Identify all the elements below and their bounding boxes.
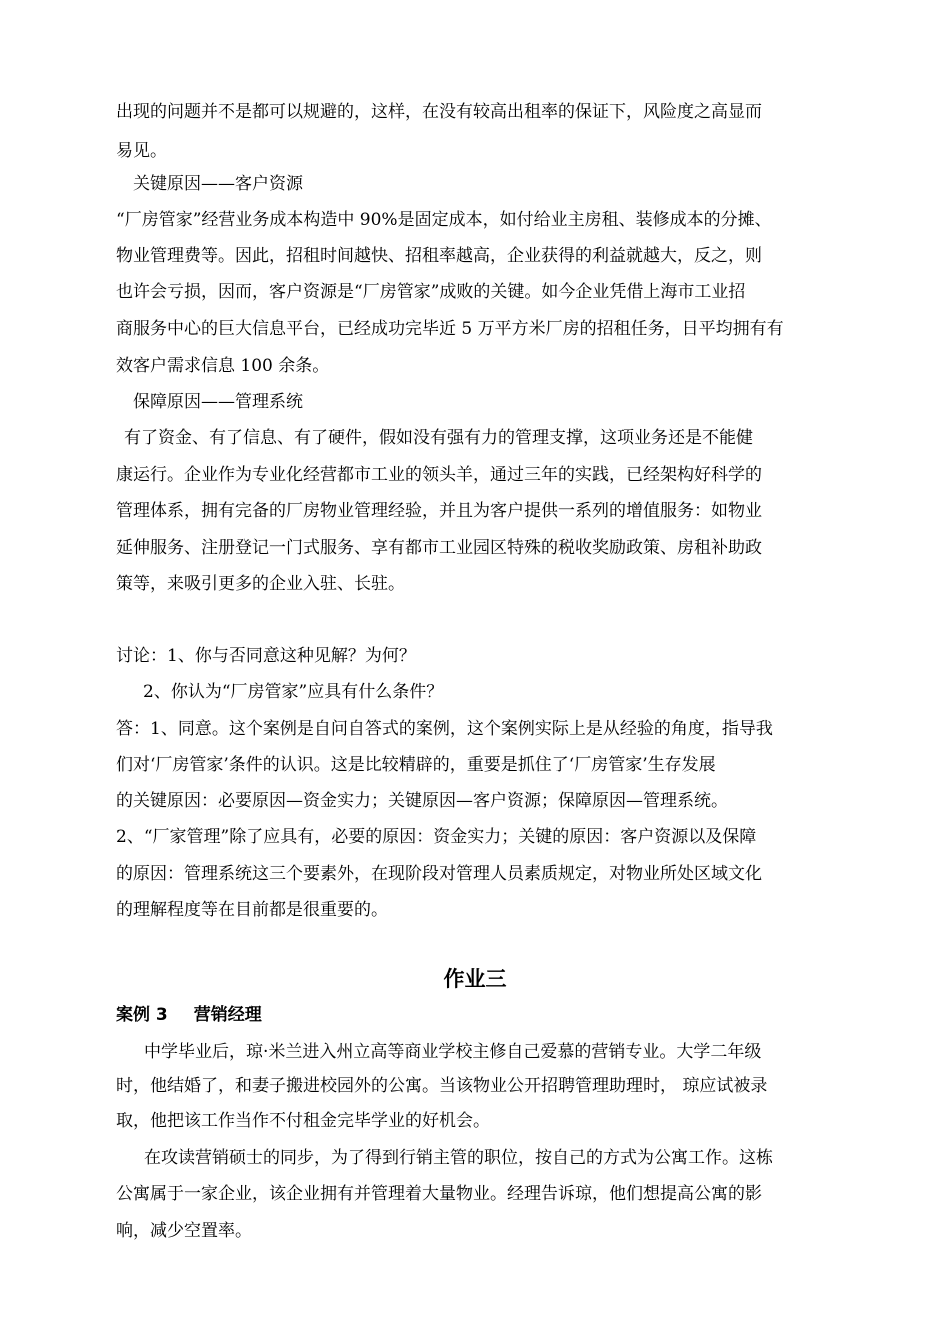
- answer-line: 答：1、同意。这个案例是自问自答式的案例，这个案例实际上是从经验的角度，指导我: [116, 719, 773, 739]
- text-line: 策等，来吸引更多的企业入驻、长驻。: [116, 574, 405, 594]
- answer-line: 2、“厂家管理”除了应具有，必要的原因：资金实力；关键的原因：客户资源以及保障: [116, 827, 757, 847]
- answer-line: 的关键原因：必要原因—资金实力；关键原因—客户资源；保障原因—管理系统。: [116, 791, 728, 811]
- case-paragraph-line: 响，减少空置率。: [116, 1221, 252, 1241]
- text-line: 康运行。企业作为专业化经营都市工业的领头羊，通过三年的实践，已经架构好科学的: [116, 465, 762, 485]
- text-line: 也许会亏损，因而，客户资源是“厂房管家”成败的关键。如今企业凭借上海市工业招: [116, 282, 746, 302]
- case-paragraph-line: 在攻读营销硕士的同步，为了得到行销主管的职位，按自己的方式为公寓工作。这栋: [144, 1148, 773, 1168]
- discussion-question-1: 讨论：1、你与否同意这种见解？为何？: [116, 646, 416, 666]
- case-label: 案例 3: [116, 1005, 168, 1025]
- text-line: 物业管理费等。因此，招租时间越快、招租率越高，企业获得的利益就越大，反之，则: [116, 246, 762, 266]
- text-line: 商服务中心的巨大信息平台，已经成功完毕近 5 万平方米厂房的招租任务，日平均拥有有: [116, 319, 784, 339]
- case-title: [116, 1004, 262, 1026]
- case-paragraph-line: 中学毕业后，琼·米兰进入州立高等商业学校主修自己爱慕的营销专业。大学二年级: [144, 1042, 762, 1062]
- section-heading: 作业三: [443, 967, 507, 991]
- case-name: 营销经理: [193, 1005, 262, 1025]
- text-line: 效客户需求信息 100 余条。: [116, 356, 330, 376]
- subheading-key-factor: 关键原因——客户资源: [133, 174, 303, 194]
- answer-line: 们对‘厂房管家’条件的认识。这是比较精辟的，重要是抓住了‘厂房管家’生存发展: [116, 755, 716, 775]
- text-line: 管理体系，拥有完备的厂房物业管理经验，并且为客户提供一系列的增值服务：如物业: [116, 501, 762, 521]
- text-line: “厂房管家”经营业务成本构造中 90%是固定成本，如付给业主房租、装修成本的分摊、: [116, 210, 772, 230]
- text-line: 易见。: [116, 141, 167, 161]
- case-paragraph-line: 时，他结婚了，和妻子搬进校园外的公寓。当该物业公开招聘管理助理时， 琼应试被录: [116, 1076, 768, 1096]
- text-line: 有了资金、有了信息、有了硬件，假如没有强有力的管理支撑，这项业务还是不能健: [124, 428, 753, 448]
- discussion-question-2: 2、你认为“厂房管家”应具有什么条件？: [143, 682, 444, 702]
- subheading-safeguard-factor: 保障原因——管理系统: [133, 392, 303, 412]
- text-line: 出现的问题并不是都可以规避的，这样，在没有较高出租率的保证下，风险度之高显而: [116, 102, 762, 122]
- answer-line: 的原因：管理系统这三个要素外，在现阶段对管理人员素质规定，对物业所处区域文化: [116, 864, 762, 884]
- case-paragraph-line: 公寓属于一家企业，该企业拥有并管理着大量物业。经理告诉琼，他们想提高公寓的影: [116, 1184, 762, 1204]
- case-paragraph-line: 取，他把该工作当作不付租金完毕学业的好机会。: [116, 1111, 490, 1131]
- answer-line: 的理解程度等在目前都是很重要的。: [116, 900, 388, 920]
- text-line: 延伸服务、注册登记一门式服务、享有都市工业园区特殊的税收奖励政策、房租补助政: [116, 538, 762, 558]
